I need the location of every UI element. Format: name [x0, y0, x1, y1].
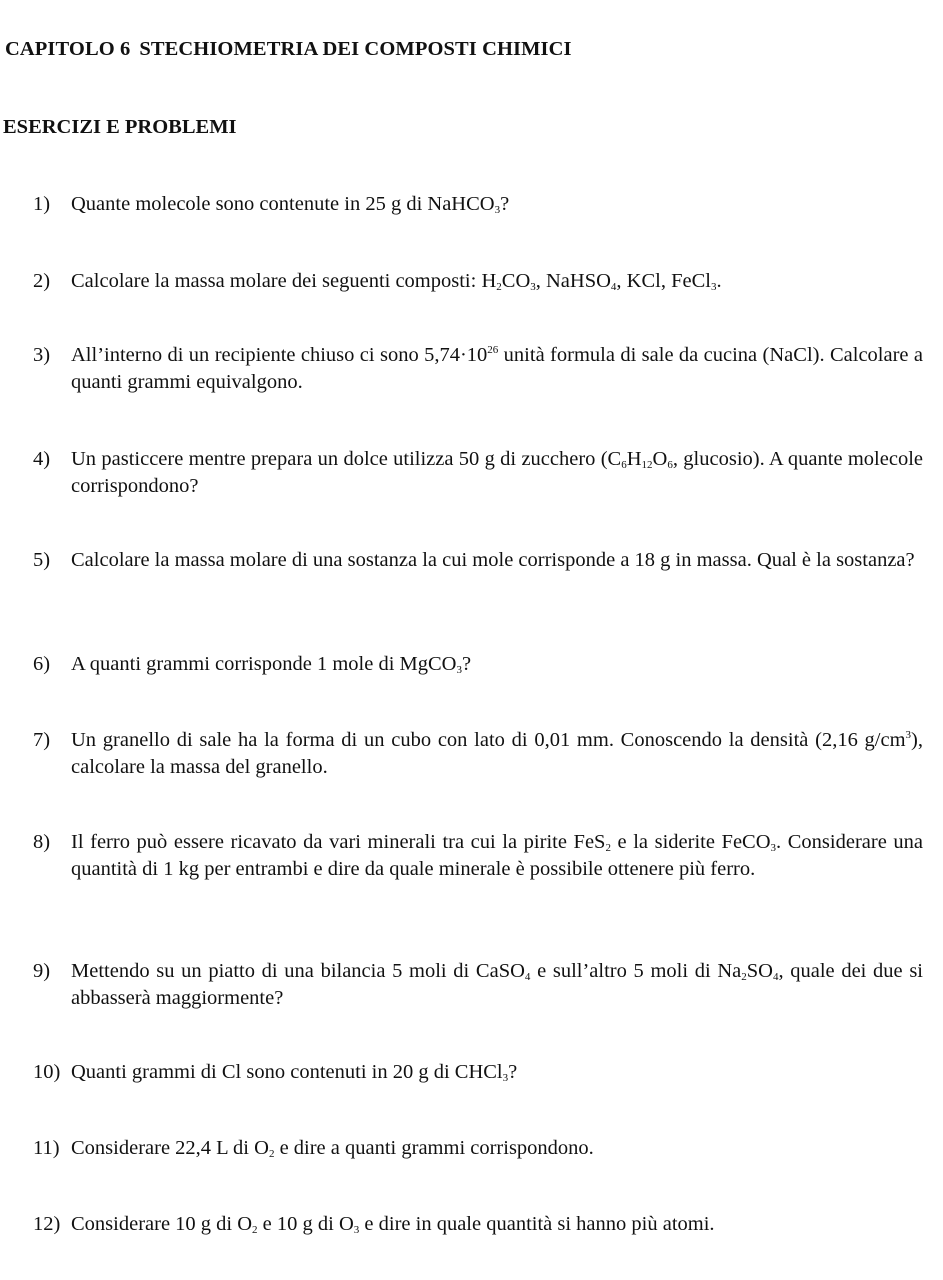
exercise-5 [33, 547, 923, 574]
exercise-number: 11) [33, 1137, 60, 1159]
exercise-number: 1) [33, 193, 51, 215]
exercise-text: Mettendo su un piatto di una bilancia 5 moli di CaSO$_4$ e sull’altro 5 moli di $Na_2SO_4$, quale dei due si abbasserà maggiormente? [71, 960, 923, 1009]
exercise-4 [33, 446, 923, 500]
exercise-text: All’interno di un recipiente chiuso ci sono $5,74\cdot 10^{26}$ unità formula di sale da cucina (NaCl). Calcolare a quanti grammi equivalgono. [71, 344, 923, 393]
exercise-number: 7) [33, 729, 51, 751]
exercise-text: Un granello di sale ha la forma di un cubo con lato di 0,01 mm. Conoscendo la densità (2,16 $g/cm^3$), calcolare la massa del granello. [71, 729, 923, 778]
exercise-number: 4) [33, 448, 51, 470]
exercise-text: Considerare 22,4 L di $O_2$ e dire a quanti grammi corrispondono. [71, 1137, 594, 1160]
exercise-7 [33, 727, 923, 781]
chapter-heading [5, 38, 572, 61]
exercise-number: 8) [33, 831, 51, 853]
exercise-text: A quanti grammi corrisponde 1 mole di MgCO$_3$? [71, 653, 472, 676]
exercise-number: 6) [33, 653, 51, 675]
exercise-text: Un pasticcere mentre prepara un dolce utilizza 50 g di zucchero ($C_6H_{12}O_6$, glucosio). A quante molecole corrispondono? [71, 448, 923, 497]
exercise-number: 5) [33, 549, 51, 571]
exercise-number: 9) [33, 960, 51, 982]
exercise-text: Quante molecole sono contenute in 25 g di NaHCO$_3$? [71, 193, 510, 216]
exercise-12 [33, 1211, 923, 1238]
exercise-number: 3) [33, 344, 51, 366]
exercise-9 [33, 958, 923, 1012]
exercise-3 [33, 342, 923, 396]
exercise-text: Calcolare la massa molare di una sostanza la cui mole corrisponde a 18 g in massa. Qual è la sostanza? [71, 549, 915, 571]
chapter-title: STECHIOMETRIA DEI COMPOSTI CHIMICI [139, 38, 572, 60]
exercise-11 [33, 1135, 923, 1162]
chapter-label: CAPITOLO 6 [5, 38, 131, 60]
exercise-text: Considerare 10 g di $O_2$ e 10 g di $O_3$ e dire in quale quantità si hanno più atomi. [71, 1213, 715, 1236]
exercise-6 [33, 651, 923, 678]
exercise-8 [33, 829, 923, 883]
exercise-10 [33, 1059, 923, 1086]
exercise-text: Calcolare la massa molare dei seguenti composti: $H_2CO_3$, NaHSO$_4$, KCl, FeCl$_3$. [71, 270, 722, 293]
exercise-number: 12) [33, 1213, 61, 1235]
exercise-number: 10) [33, 1061, 61, 1083]
exercise-1 [33, 191, 923, 218]
exercise-text: Quanti grammi di Cl sono contenuti in 20 g di CHCl$_3$? [71, 1061, 518, 1084]
exercise-text: Il ferro può essere ricavato da vari minerali tra cui la pirite FeS$_2$ e la siderite FeCO$_3$. Considerare una quantità di 1 kg per entrambi e dire da quale minerale è possibile ottenere più ferro. [71, 831, 923, 880]
exercise-number: 2) [33, 270, 51, 292]
exercise-2 [33, 268, 923, 295]
section-title: ESERCIZI E PROBLEMI [3, 116, 237, 138]
